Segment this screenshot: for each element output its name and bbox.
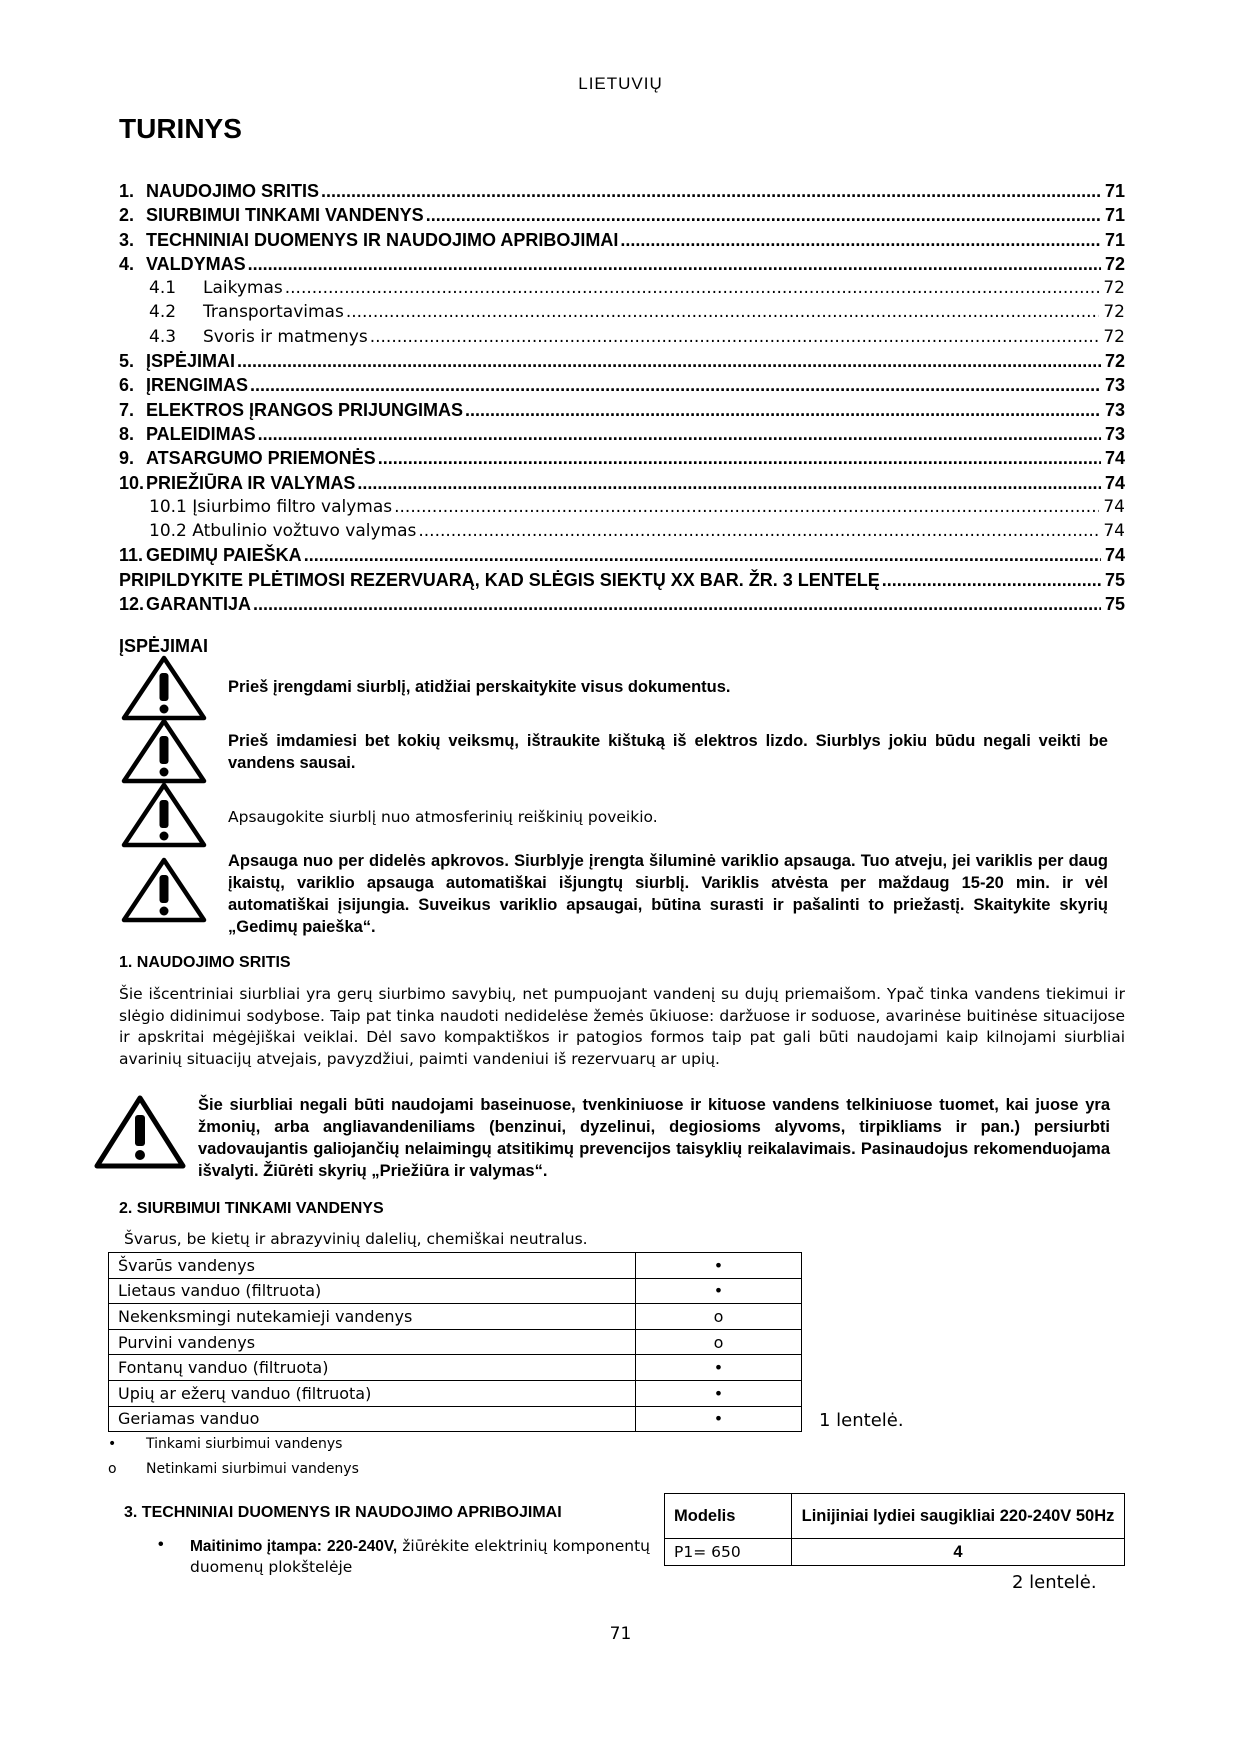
toc-item [119,400,1125,424]
toc-item-number: 5. [119,351,135,372]
toc-leader-dots [394,497,1099,517]
toc-item [119,327,1125,351]
table-row [109,1253,802,1279]
suitability-mark: • [636,1278,802,1304]
toc-item-number: 9. [119,448,135,469]
toc-item-title: Svoris ir matmenys [203,326,368,347]
supply-voltage-value: 220-240V, [327,1538,398,1555]
toc-item-page: 73 [1104,399,1125,420]
toc-leader-dots [370,327,1100,347]
toc-item [119,254,1125,278]
warning-text-overload: Apsauga nuo per didelės apkrovos. Siurblyje įrengta šiluminė variklio apsauga. Tuo atveju, jei variklis per daug įkaistų, variklio apsauga automatiškai išjungtų siurblį. Variklis atvėsta per maždaug 15-20 min. ir vėl automatiškai įsijungia. Suveikus variklio apsaugai, būtina surasti ir pašalinti to priežastį. Skaitykite skyrių „Gedimų paieška“. [228,852,1108,936]
suitability-mark: • [636,1253,802,1279]
suitability-mark: • [636,1406,802,1432]
toc-item [119,181,1125,205]
water-type: Purvini vandenys [109,1329,636,1355]
water-type: Geriamas vanduo [109,1406,636,1432]
toc-leader-dots [882,570,1101,591]
toc-leader-dots [418,521,1099,541]
toc-item-title: ĮSPĖJIMAI [146,351,236,372]
toc-leader-dots [237,351,1101,372]
bullet-dot: • [158,1536,164,1553]
table-row [109,1406,802,1432]
toc-item-title: GARANTIJA [146,594,252,615]
water-type: Fontanų vanduo (filtruota) [109,1355,636,1381]
toc-item-number: 6. [119,375,135,396]
warnings-heading: ĮSPĖJIMAI [119,636,209,656]
toc-leader-dots [378,448,1101,469]
toc-item [119,375,1125,399]
toc-item [119,497,1125,521]
page-number: 71 [609,1624,632,1644]
toc-item-number: 2. [119,205,135,226]
toc-item-page: 74 [1103,496,1125,517]
toc-leader-dots [248,254,1101,275]
toc-item-title: ELEKTROS ĮRANGOS PRIJUNGIMAS [146,399,464,420]
toc-item [119,351,1125,375]
warning-triangle-icon [94,1095,186,1169]
fuse-table-fuse-value: 4 [792,1539,1125,1566]
toc-item-page: 71 [1104,205,1125,226]
toc-item-page: 73 [1104,375,1125,396]
toc-item-number: 10. [119,472,145,493]
toc-item-number: 4. [119,253,135,274]
section-1-heading: 1. NAUDOJIMO SRITIS [119,954,291,971]
language-header: LIETUVIŲ [578,74,663,93]
table-2-caption: 2 lentelė. [1012,1572,1097,1593]
toc-item-title: 10.1 Įsiurbimo filtro valymas [149,496,393,517]
table-row [109,1329,802,1355]
toc-item [119,424,1125,448]
table-row [109,1278,802,1304]
toc-item [119,570,1125,594]
toc-leader-dots [285,278,1100,298]
toc-item-title: SIURBIMUI TINKAMI VANDENYS [146,205,424,226]
toc-item-page: 74 [1104,448,1125,469]
section-2-intro: Švarus, be kietų ir abrazyvinių dalelių, chemiškai neutralus. [124,1230,588,1248]
supply-voltage-rest: žiūrėkite elektrinių komponentų duomenų plokštelėje [190,1537,650,1576]
toc-item [119,545,1125,569]
supply-voltage-note [190,1536,650,1578]
section-3-heading: 3. TECHNINIAI DUOMENYS IR NAUDOJIMO APRIBOJIMAI [124,1504,562,1521]
legend-unsuitable [108,1461,359,1477]
toc-item-number: 4.1 [149,278,177,299]
fuse-table [664,1493,1125,1566]
toc-item-title: ĮRENGIMAS [146,375,249,396]
toc-item-title: TECHNINIAI DUOMENYS IR NAUDOJIMO APRIBOJIMAI [146,229,619,250]
toc-leader-dots [258,424,1101,445]
toc-item [119,473,1125,497]
toc-leader-dots [346,302,1100,322]
toc-leader-dots [620,230,1101,251]
toc-item [119,278,1125,302]
toc-item-title: Laikymas [203,278,283,299]
toc-item-title: ATSARGUMO PRIEMONĖS [146,448,376,469]
water-type: Lietaus vanduo (filtruota) [109,1278,636,1304]
toc-leader-dots [426,205,1101,226]
toc-item-number: 8. [119,423,135,444]
water-suitability-table [108,1252,802,1432]
toc-item-page: 74 [1104,472,1125,493]
legend-suitable-text: Tinkami siurbimui vandenys [146,1436,343,1452]
toc-item-number: 11. [119,545,144,566]
toc-item-title: GEDIMŲ PAIEŠKA [146,545,302,566]
warning-triangle-icon [121,718,207,784]
toc-item-page: 72 [1104,351,1125,372]
toc-item-number: 7. [119,399,135,420]
toc-item-title: VALDYMAS [146,253,246,274]
toc-item-page: 74 [1104,545,1125,566]
toc-item-number: 12. [119,594,145,615]
water-type: Upių ar ežerų vanduo (filtruota) [109,1380,636,1406]
toc-item-page: 74 [1103,521,1125,542]
legend-circle-symbol: o [108,1461,117,1477]
table-of-contents [119,181,1125,618]
section-1-body: Šie išcentriniai siurbliai yra gerų siurbimo savybių, net pumpuojant vandenį su dujų priemaišom. Ypač tinka vandens tiekimui ir slėgio didinimui sodybose. Taip pat tinka naudoti nedidelėse žemės ūkiuose: daržuose ir soduose, avarinėse buitinėse situacijose ir apskritai mėgėjiškai veiklai. Dėl savo kompaktiškos ir patogios formos taip pat gali būti naudojami kaip kilnojami siurbliai avarinių situacijų atvejais, pavyzdžiui, paimti vandeniui iš rezervuarų ar upių. [119,985,1125,1068]
toc-item-page: 72 [1103,326,1125,347]
toc-title: TURINYS [119,113,242,144]
toc-item-title: Transportavimas [203,302,344,323]
toc-item [119,302,1125,326]
warning-triangle-icon [121,655,207,721]
suitability-mark: o [636,1329,802,1355]
legend-unsuitable-text: Netinkami siurbimui vandenys [146,1461,359,1477]
toc-item [119,230,1125,254]
fuse-table-header-fuses: Linijiniai lydiei saugikliai 220-240V 50Hz [792,1494,1125,1539]
table-1-caption: 1 lentelė. [819,1410,904,1431]
toc-item-number: 1. [119,181,135,201]
warning-text-unplug: Prieš imdamiesi bet kokių veiksmų, ištraukite kištuką iš elektros lizdo. Siurblys jokiu būdu negali veikti be vandens sausai. [228,732,1108,772]
toc-item [119,448,1125,472]
suitability-mark: o [636,1304,802,1330]
warning-triangle-icon [121,857,207,923]
warning-triangle-icon [121,782,207,848]
warning-text-weather: Apsaugokite siurblį nuo atmosferinių reiškinių poveikio. [228,808,658,826]
toc-leader-dots [465,400,1101,421]
toc-item-page: 73 [1104,423,1125,444]
table-row [109,1380,802,1406]
toc-item-page: 71 [1104,181,1125,201]
toc-leader-dots [321,181,1101,202]
toc-item-title: NAUDOJIMO SRITIS [146,181,320,201]
suitability-mark: • [636,1380,802,1406]
toc-item-number: 4.3 [149,326,177,347]
fuse-table-model: P1= 650 [665,1539,792,1566]
toc-item-page: 71 [1104,229,1125,250]
toc-item-page: 72 [1104,253,1125,274]
water-type: Švarūs vandenys [109,1253,636,1279]
section-1-warning: Šie siurbliai negali būti naudojami baseinuose, tvenkiniuose ir kituose vandens telkiniuose tuomet, kai juose yra žmonių, arba angliavandeniliams (benzinui, dyzelinui, degiosioms alyvoms, tirpikliams ir pan.) persiurbti vadovaujantis galiojančių nelaimingų atsitikimų prevencijos taisyklių reikalavimais. Pasinaudojus rekomenduojama išvalyti. Žiūrėti skyrių „Priežiūra ir valymas“. [198,1096,1110,1180]
toc-item-number: 3. [119,229,135,250]
toc-item-page: 75 [1104,569,1125,590]
toc-item-title: PALEIDIMAS [146,423,256,444]
toc-item-number: 4.2 [149,302,177,323]
toc-item-title: PRIEŽIŪRA IR VALYMAS [146,472,356,493]
warning-text-read-docs: Prieš įrengdami siurblį, atidžiai perskaitykite visus dokumentus. [228,678,731,696]
toc-item-page: 75 [1104,594,1125,615]
toc-item [119,521,1125,545]
supply-voltage-label: Maitinimo įtampa: [190,1538,322,1555]
toc-leader-dots [253,594,1101,615]
fuse-table-header-model: Modelis [665,1494,792,1539]
toc-item-title: PRIPILDYKITE PLĖTIMOSI REZERVUARĄ, KAD SLĖGIS SIEKTŲ XX BAR. ŽR. 3 LENTELĘ [119,569,880,590]
toc-item-page: 72 [1103,302,1125,323]
water-type: Nekenksmingi nutekamieji vandenys [109,1304,636,1330]
legend-bullet-symbol: • [108,1436,117,1452]
legend-suitable [108,1436,342,1452]
toc-leader-dots [304,545,1101,566]
toc-item [119,594,1125,618]
table-row [109,1304,802,1330]
table-row [109,1355,802,1381]
toc-item-title: 10.2 Atbulinio vožtuvo valymas [149,521,417,542]
toc-item [119,205,1125,229]
toc-item-page: 72 [1103,278,1125,299]
toc-leader-dots [250,375,1101,396]
toc-leader-dots [357,473,1101,494]
section-2-heading: 2. SIURBIMUI TINKAMI VANDENYS [119,1200,384,1217]
suitability-mark: • [636,1355,802,1381]
